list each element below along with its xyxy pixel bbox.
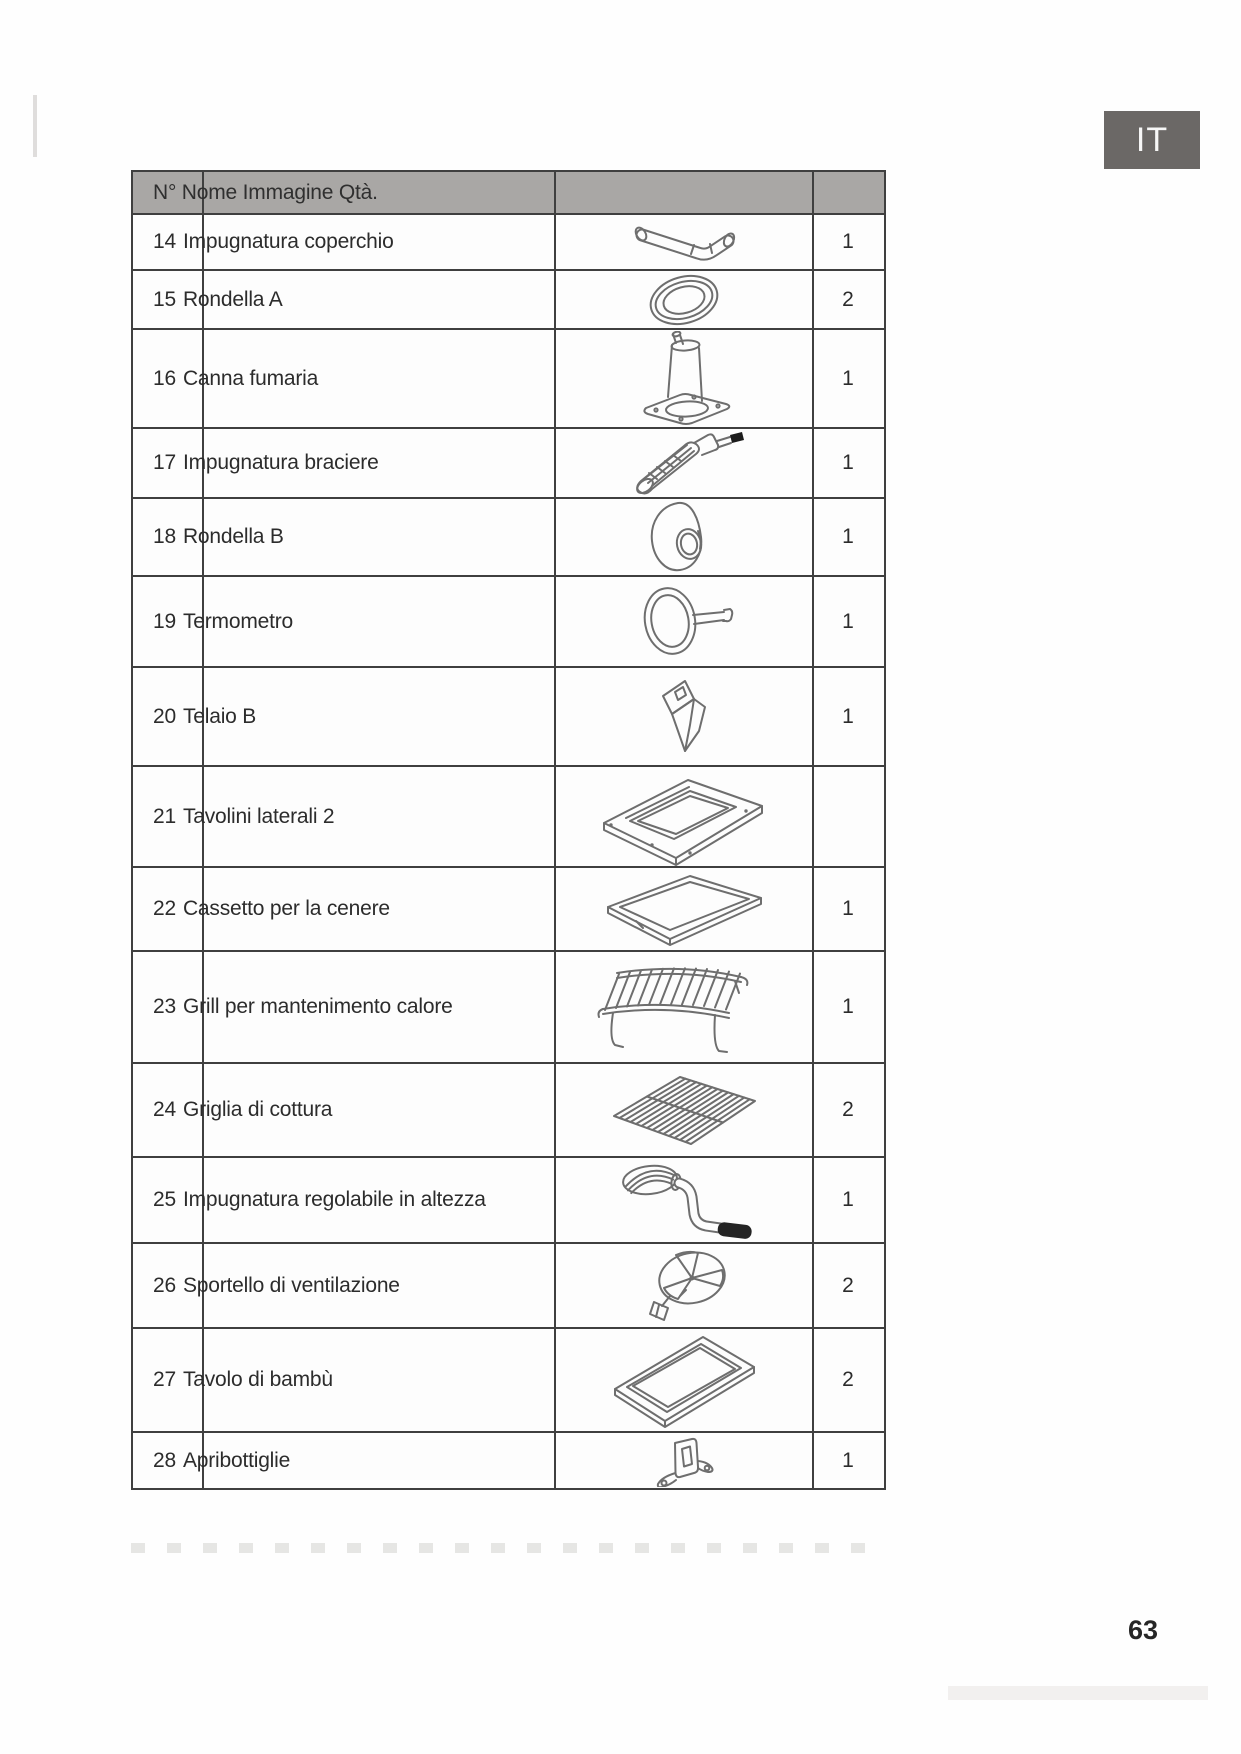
part-image-cell: [556, 1158, 812, 1242]
column-divider: [554, 1244, 556, 1327]
part-name: Impugnatura braciere: [182, 451, 379, 474]
part-label: [153, 1188, 486, 1212]
table-row: [133, 328, 884, 427]
part-qty: 1: [842, 1448, 854, 1472]
table-row: [133, 1327, 884, 1431]
part-label: [153, 1368, 333, 1392]
part-label: [153, 897, 390, 921]
part-label: [153, 1274, 400, 1298]
part-image-cell: [556, 577, 812, 666]
part-name: Impugnatura regolabile in altezza: [182, 1188, 486, 1211]
brazier-handle-drawing: [624, 431, 744, 495]
column-divider: [554, 577, 556, 666]
table-row: [133, 497, 884, 575]
washer-b-drawing: [644, 499, 724, 575]
column-divider: [554, 172, 556, 213]
part-number: 17: [153, 451, 176, 474]
part-image-cell: [556, 1329, 812, 1431]
part-image-cell: [556, 499, 812, 575]
part-name: Sportello di ventilazione: [182, 1273, 400, 1297]
part-number: 21: [153, 804, 176, 828]
part-name: Tavolo di bambù: [182, 1368, 333, 1391]
part-label: [153, 610, 293, 634]
crank-handle-drawing: [614, 1158, 754, 1242]
part-name: Grill per mantenimento calore: [182, 995, 453, 1018]
part-qty: 1: [842, 230, 854, 253]
part-qty: 1: [842, 1188, 854, 1211]
part-qty: 1: [842, 609, 854, 633]
column-divider: [554, 868, 556, 950]
part-image-cell: [556, 330, 812, 427]
part-number: 14: [153, 230, 176, 253]
warming-rack-drawing: [589, 953, 779, 1061]
part-label: [153, 705, 256, 729]
part-number: 15: [153, 287, 176, 311]
vent-damper-drawing: [632, 1244, 737, 1327]
part-image-cell: [556, 1433, 812, 1488]
part-name: Apribottiglie: [182, 1448, 291, 1472]
part-number: 16: [153, 366, 176, 390]
parts-table: [131, 170, 886, 1490]
part-name: Telaio B: [182, 704, 257, 728]
part-qty: 1: [842, 366, 854, 390]
part-number: 18: [153, 525, 176, 548]
part-name: Canna fumaria: [182, 366, 319, 390]
bamboo-table-drawing: [607, 1329, 762, 1431]
part-label: [153, 525, 284, 549]
part-label: [153, 288, 283, 312]
column-divider: [554, 1158, 556, 1242]
column-divider: [554, 1433, 556, 1488]
table-header-label: N° Nome Immagine Qtà.: [153, 180, 378, 204]
bottle-opener-drawing: [642, 1435, 727, 1487]
part-name: Impugnatura coperchio: [182, 230, 394, 253]
part-name: Griglia di cottura: [182, 1098, 333, 1121]
part-qty: 2: [842, 1098, 854, 1121]
part-image-cell: [556, 668, 812, 765]
column-divider: [554, 952, 556, 1062]
part-number: 22: [153, 897, 176, 920]
scan-artifact-dashes: [131, 1543, 886, 1553]
part-qty: 2: [842, 1273, 854, 1297]
page-number: 63: [1128, 1615, 1159, 1645]
part-number: 20: [153, 704, 176, 728]
part-label: [153, 1098, 332, 1122]
part-number: 23: [153, 995, 176, 1018]
part-image-cell: [556, 767, 812, 866]
table-row: [133, 269, 884, 328]
part-label: [153, 1449, 290, 1473]
column-divider: [554, 1064, 556, 1156]
table-row: [133, 950, 884, 1062]
table-row: [133, 765, 884, 866]
table-row: [133, 666, 884, 765]
column-divider: [554, 271, 556, 328]
column-divider: [812, 172, 814, 213]
part-qty: 1: [842, 451, 854, 474]
part-image-cell: [556, 1064, 812, 1156]
part-name: Rondella B: [182, 525, 284, 548]
part-qty: 1: [842, 704, 854, 728]
column-divider: [554, 767, 556, 866]
table-row: [133, 575, 884, 666]
part-name: Tavolini laterali 2: [182, 804, 335, 828]
part-number: 26: [153, 1273, 176, 1297]
scan-artifact-smudge: [948, 1686, 1208, 1700]
table-header-row: [133, 172, 884, 213]
part-name: Cassetto per la cenere: [182, 897, 390, 920]
part-image-cell: [556, 271, 812, 328]
language-tab: IT: [1104, 111, 1200, 169]
thermometer-drawing: [634, 581, 734, 663]
column-divider: [554, 215, 556, 269]
column-divider: [554, 1329, 556, 1431]
part-qty: 2: [842, 287, 854, 311]
table-row: [133, 1156, 884, 1242]
part-label: [153, 367, 318, 391]
column-divider: [554, 499, 556, 575]
part-number: 19: [153, 609, 176, 633]
part-qty: [814, 767, 882, 866]
part-label: [153, 805, 334, 829]
part-name: Rondella A: [182, 287, 283, 311]
part-image-cell: [556, 868, 812, 950]
cooking-grate-drawing: [602, 1064, 767, 1156]
chimney-flue-drawing: [632, 331, 737, 426]
table-row: [133, 213, 884, 269]
part-label: [153, 995, 453, 1019]
part-number: 24: [153, 1098, 176, 1121]
part-image-cell: [556, 429, 812, 497]
frame-b-drawing: [649, 671, 719, 763]
table-row: [133, 866, 884, 950]
part-qty: 1: [842, 525, 854, 548]
part-label: [153, 230, 394, 254]
part-number: 27: [153, 1368, 176, 1391]
table-row: [133, 1431, 884, 1488]
ash-drawer-drawing: [602, 869, 767, 949]
part-number: 25: [153, 1188, 176, 1211]
part-number: 28: [153, 1448, 176, 1472]
part-image-cell: [556, 1244, 812, 1327]
column-divider: [554, 330, 556, 427]
column-divider: [554, 429, 556, 497]
part-qty: 2: [842, 1368, 854, 1391]
part-qty: 1: [842, 897, 854, 920]
part-qty: 1: [842, 995, 854, 1018]
side-table-drawing: [594, 767, 774, 867]
table-row: [133, 1242, 884, 1327]
lid-handle-drawing: [624, 219, 744, 265]
part-name: Termometro: [182, 609, 293, 633]
washer-a-drawing: [639, 271, 729, 329]
table-row: [133, 427, 884, 497]
part-image-cell: [556, 215, 812, 269]
part-image-cell: [556, 952, 812, 1062]
part-label: [153, 451, 379, 475]
scan-artifact-line: [33, 95, 37, 157]
column-divider: [554, 668, 556, 765]
table-row: [133, 1062, 884, 1156]
